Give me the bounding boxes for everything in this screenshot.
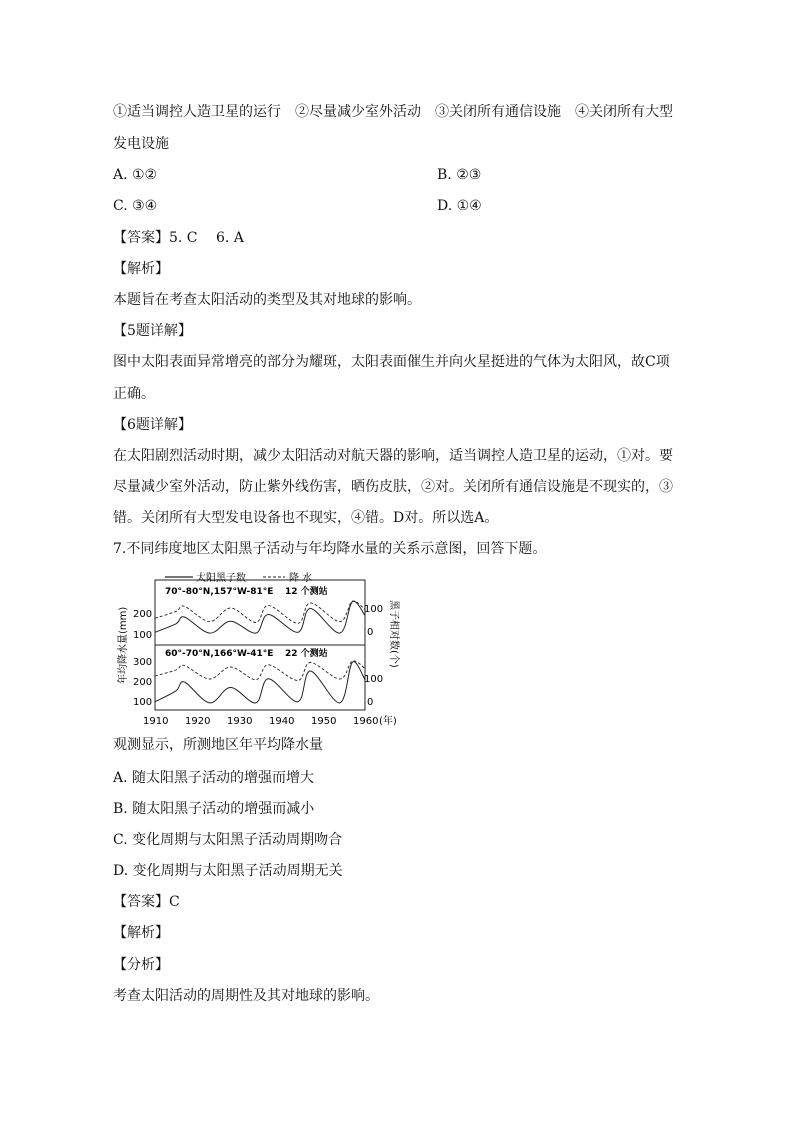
- panel1-precip-line: [155, 601, 365, 623]
- q7-choice-b: B. 随太阳黑子活动的增强而减小: [113, 801, 315, 817]
- p2-left-tick-300: 300: [133, 657, 153, 668]
- choice-b: B. ②③: [437, 167, 482, 183]
- x-tick-1940: 1940: [269, 716, 295, 727]
- answer-heading: 【答案】5. C 6. A: [113, 230, 244, 246]
- p1-left-tick-200: 200: [133, 609, 153, 620]
- p2-left-tick-100: 100: [133, 697, 153, 708]
- ylabel-left: 年均降水量(mm): [118, 606, 129, 684]
- choice-d: D. ①④: [437, 198, 482, 214]
- p2-right-tick-100: 100: [364, 674, 384, 685]
- x-unit: (年): [379, 716, 397, 727]
- detail5-line2: 正确。: [113, 386, 155, 402]
- detail6-heading: 【6题详解】: [113, 417, 192, 433]
- choice-a: A. ①②: [113, 167, 158, 183]
- x-tick-1960: 1960: [353, 716, 379, 727]
- p1-right-tick-100: 100: [364, 604, 384, 615]
- panel1-label: 70°-80°N,157°W-81°E: [165, 587, 274, 597]
- panel1-stations: 12 个测站: [285, 587, 328, 597]
- panel2-sunspot-line: [155, 662, 365, 703]
- p2-left-tick-200: 200: [133, 677, 153, 688]
- q7-choice-d: D. 变化周期与太阳黑子活动周期无关: [113, 863, 343, 879]
- q7-prompt: 观测显示，所测地区年平均降水量: [113, 737, 323, 753]
- x-tick-1930: 1930: [227, 716, 253, 727]
- x-tick-1910: 1910: [143, 716, 169, 727]
- x-tick-1950: 1950: [311, 716, 337, 727]
- panel1-sunspot-line: [155, 601, 365, 633]
- fenxi-heading: 【分析】: [113, 957, 169, 973]
- legend-sunspot: 太阳黑子数: [196, 573, 246, 584]
- ylabel-right: 黑子相对数(个): [388, 600, 399, 668]
- legend-precip: 降 水: [289, 573, 313, 584]
- p1-right-tick-0: 0: [367, 627, 374, 638]
- analysis2-heading: 【解析】: [113, 925, 169, 941]
- analysis-text: 本题旨在考查太阳活动的类型及其对地球的影响。: [113, 292, 421, 308]
- detail5-heading: 【5题详解】: [113, 323, 192, 339]
- detail6-line1: 在太阳剧烈活动时期，减少太阳活动对航天器的影响，适当调控人造卫星的运动，①对。要: [113, 448, 673, 464]
- q7-stem: 7.不同纬度地区太阳黑子活动与年均降水量的关系示意图，回答下题。: [113, 541, 547, 557]
- q7-choice-a: A. 随太阳黑子活动的增强而增大: [113, 770, 315, 786]
- p2-right-tick-0: 0: [367, 697, 374, 708]
- panel2-stations: 22 个测站: [285, 649, 328, 659]
- detail6-line2: 尽量减少室外活动，防止紫外线伤害，晒伤皮肤，②对。关闭所有通信设施是不现实的，③: [113, 479, 673, 495]
- detail5-line1: 图中太阳表面异常增亮的部分为耀斑，太阳表面催生并向火星挺进的气体为太阳风，故C项: [113, 354, 670, 370]
- panel2-label: 60°-70°N,166°W-41°E: [165, 649, 274, 659]
- analysis-heading: 【解析】: [113, 261, 169, 277]
- fenxi-text: 考查太阳活动的周期性及其对地球的影响。: [113, 988, 379, 1004]
- choice-c: C. ③④: [113, 198, 158, 214]
- answer2-heading: 【答案】C: [113, 894, 180, 910]
- sunspot-precipitation-chart: [113, 572, 413, 730]
- panel2-precip-line: [155, 661, 365, 681]
- q6-options-line2: 发电设施: [113, 136, 169, 152]
- q6-options-line1: ①适当调控人造卫星的运行 ②尽量减少室外活动 ③关闭所有通信设施 ④关闭所有大型: [113, 104, 673, 120]
- x-tick-1920: 1920: [185, 716, 211, 727]
- p1-left-tick-100: 100: [133, 630, 153, 641]
- detail6-line3: 错。关闭所有大型发电设备也不现实，④错。D对。所以选A。: [113, 510, 499, 526]
- q7-choice-c: C. 变化周期与太阳黑子活动周期吻合: [113, 832, 343, 848]
